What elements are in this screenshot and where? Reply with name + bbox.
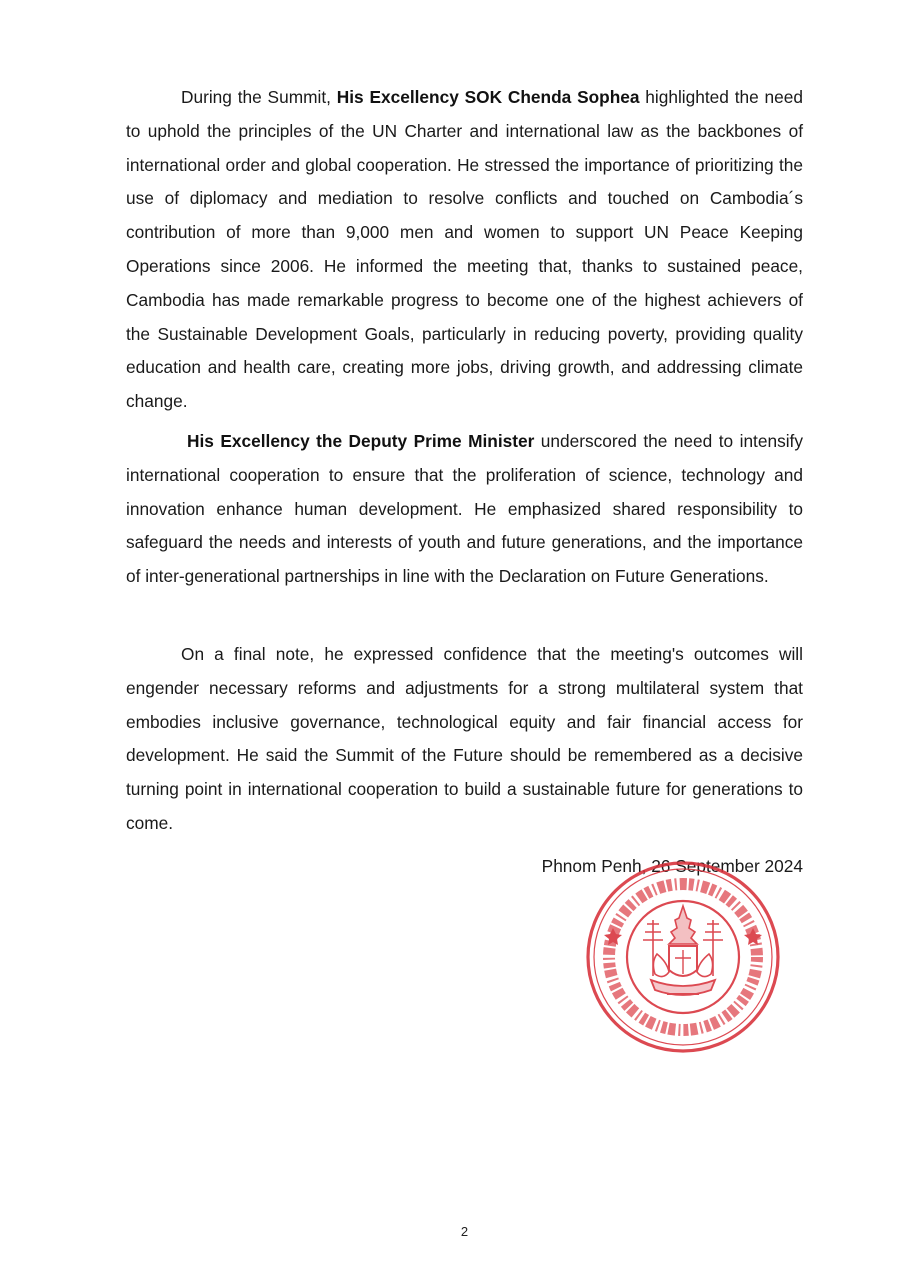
paragraph-3 bbox=[126, 638, 803, 841]
paragraph-1-text bbox=[126, 81, 803, 419]
paragraph-2-text bbox=[126, 425, 803, 594]
paragraph-1-body: highlighted the need to uphold the principles of the UN Charter and international law as the backbones of international order and global cooperation. He stressed the importance of prioritizing the use of diplomacy and mediation to resolve conflicts and touched on Cambodia´s contribution of more than 9,000 men and women to support UN Peace Keeping Operations since 2006. He informed the meeting that, thanks to sustained peace, Cambodia has made remarkable progress to become one of the highest achievers of the Sustainable Development Goals, particularly in reducing poverty, providing quality education and health care, creating more jobs, driving growth, and addressing climate change. bbox=[126, 87, 803, 412]
speaker-name-1: His Excellency SOK Chenda Sophea bbox=[336, 87, 640, 107]
page-number: 2 bbox=[460, 1224, 469, 1239]
paragraph-2 bbox=[126, 425, 803, 594]
official-red-seal-icon bbox=[583, 858, 783, 1056]
paragraph-1-lead: During the Summit, bbox=[181, 87, 337, 107]
dateline: Phnom Penh, 26 September 2024 bbox=[541, 856, 803, 876]
paragraph-2-body: underscored the need to intensify international cooperation to ensure that the proliferation of science, technology and innovation enhance human development. He emphasized shared responsibility to safeguard the needs and interests of youth and future generations, and the importance of inter-generational partnerships in line with the Declaration on Future Generations. bbox=[126, 431, 803, 587]
paragraph-1 bbox=[126, 81, 803, 419]
paragraph-3-text: On a final note, he expressed confidence that the meeting's outcomes will engender necessary reforms and adjustments for a strong multilateral system that embodies inclusive governance, technological equity and fair financial access for development. He said the Summit of the Future should be remembered as a decisive turning point in international cooperation to build a sustainable future for generations to come. bbox=[126, 644, 803, 833]
speaker-name-2: His Excellency the Deputy Prime Minister bbox=[187, 431, 535, 451]
